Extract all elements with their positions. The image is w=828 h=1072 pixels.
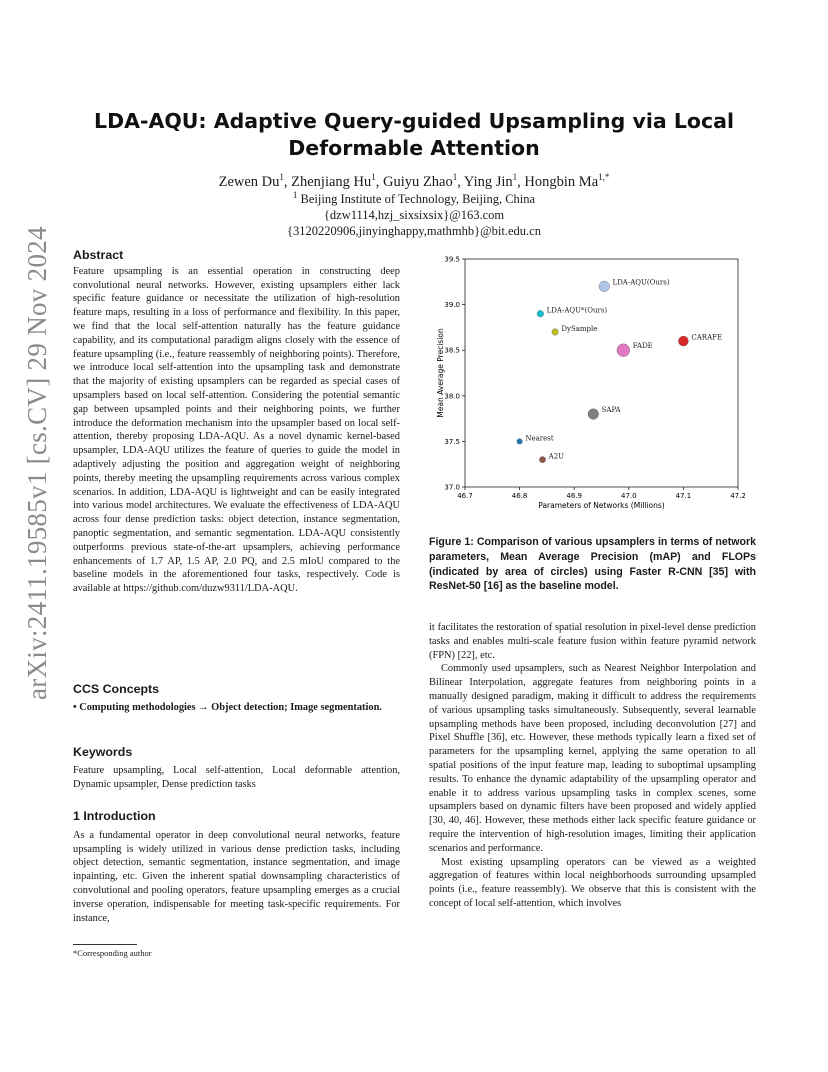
data-point [588,409,599,420]
data-points [517,278,722,462]
y-tick-label: 37.5 [444,437,460,446]
author-name: Zhenjiang Hu [291,174,372,190]
ccs-items: • Computing methodologies → Object detection; Image segmentation. [73,701,382,713]
data-point [617,344,630,357]
point-label: FADE [632,341,653,350]
footnote: *Corresponding author [73,948,152,958]
x-tick-label: 47.2 [730,492,746,500]
abstract-heading: Abstract [73,248,124,262]
author-name: Guiyu Zhao [383,174,453,190]
point-label: LDA-AQU(Ours) [612,278,670,287]
introduction-heading: 1 Introduction [73,809,156,823]
x-tick-label: 46.9 [566,492,582,500]
point-label: A2U [548,452,565,461]
paper-title [80,108,748,162]
y-tick-label: 38.5 [444,346,460,355]
author-sup: 1 [452,172,458,183]
footnote-rule [73,944,137,945]
author-list: Zewen Du$^1$, Zhenjiang Hu$^1$, Guiyu Zhao$^1$, Ying Jin$^1$, Hongbin $Ma^{1,*}$ [218,172,610,190]
plot-frame [465,259,738,487]
keywords-body: Feature upsampling, Local self-attention, Local deformable attention, Dynamic upsampler, Dense prediction tasks [73,764,400,790]
x-tick-label: 47.1 [675,492,692,500]
scatter-chart [436,250,760,520]
point-label: Nearest [525,434,554,443]
intro-paragraph-3: Most existing upsampling operators can be viewed as a weighted aggregation of features within local neighborhoods surrounding upsampled points (i.e., feature reassembly). We observe that this is consistent with the concept of local self-attention, which involves [429,856,756,909]
author-sup: 1,* [598,172,610,183]
point-label: CARAFE [691,333,723,342]
y-tick-label: 39.0 [444,301,460,310]
keywords-section [73,746,400,791]
data-point [537,310,544,317]
axis-ticks [444,256,745,501]
intro-paragraph-2: Commonly used upsamplers, such as Nearest Neighbor Interpolation and Bilinear Interpolation, aggregate features from neighboring points in a manually designed paradigm, making it difficult to address the requirements of various upsampling tasks simultaneously. Subsequently, several learnable upsampling methods have been proposed, including deconvolution [27] and Pixel Shuffle [36], etc. However, these methods typically learn a fixed set of parameters for the upsampling kernel, applying the same operation to all spatial positions of the input feature map, leading to suboptimal upsampling results. To enhance the dynamic adaptability of the upsampling operator and enable it to address various upsampling tasks in complex scenes, some upsamplers based on dynamic filters have been proposed and widely applied [30, 40, 46]. However, these methods either lack specific feature guidance or require the intervention of high-resolution images, limiting their application scenarios and performance. [429,663,756,854]
figure-caption: Figure 1: Comparison of various upsamplers in terms of network parameters, Mean Average Precision (mAP) and FLOPs (indicated by area of circles) using Faster R-CNN [35] with ResNet-50 [16] as the baseline model. [429,536,756,593]
data-point [678,336,688,346]
data-point [517,439,523,445]
data-point [599,281,610,292]
abstract-section [73,249,400,596]
abstract-body: Feature upsampling is an essential operation in constructing deep convolutional neural networks. However, existing upsamplers either lack specific feature guidance or necessitate the utilization of high-resolution feature maps, resulting in a loss of performance and flexibility. In this paper, we find that the local self-attention naturally has the feature guidance capability, and its computational paradigm aligns closely with the essence of feature upsampling (i.e., feature reassembly of neighboring points). Therefore, we introduce local self-attention into the upsampling task and demonstrate that the majority of existing upsamplers can be regarded as special cases of upsamplers based on local self-attention. Considering the potential semantic gap between upsampled points and their neighboring points, we further introduce the deformation mechanism into the upsampler based on local self-attention, thereby proposing LDA-AQU. As a novel dynamic kernel-based upsampler, LDA-AQU utilizes the feature of queries to guide the model in adaptively adjusting the position and aggregation weight of neighboring points, thereby meeting the upsampling requirements across various complex scenarios. In addition, LDA-AQU is lightweight and can be easily integrated into various model architectures. We evaluate the effectiveness of LDA-AQU across four dense prediction tasks: object detection, instance segmentation, panoptic segmentation, and semantic segmentation. LDA-AQU consistently outperforms previous state-of-the-art upsamplers, achieving performance enhancements of 1.7 AP, 1.5 AP, 2.0 PQ, and 2.5 mIoU compared to the baseline models in the aforementioned four tasks, respectively. Code is available at https://github.com/duzw9311/LDA-AQU. [73,265,400,595]
title-line-1: LDA-AQU: Adaptive Query-guided Upsampling via Local [94,109,734,133]
author-name: Hongbin Ma [524,174,599,190]
point-label: SAPA [601,406,621,415]
y-tick-label: 38.0 [444,392,460,401]
affiliation: $^1$ Beijing Institute of Technology, Beijing, China [292,189,536,206]
data-point [539,457,545,463]
title-line-2: Deformable Attention [288,136,540,160]
introduction-section [73,810,400,925]
x-tick-label: 46.8 [511,492,528,500]
figure-1 [436,250,760,520]
author-sup: 1 [512,172,518,183]
intro-right-column [429,621,756,911]
point-label: LDA-AQU*(Ours) [546,306,608,315]
y-tick-label: 39.5 [444,255,460,264]
x-tick-label: 47.0 [621,492,637,500]
y-axis-label: Mean Average Precision [436,328,445,418]
x-axis-label: Parameters of Networks (Millions) [538,501,665,510]
intro-paragraph-1-continued: it facilitates the restoration of spatial resolution in pixel-level dense prediction tasks and enables multi-scale feature fusion within feature pyramid network (FPN) [22], etc. [429,622,756,661]
intro-paragraph-1: As a fundamental operator in deep convolutional neural networks, feature upsampling is widely utilized in various dense prediction tasks, including object detection, semantic segmentation, instance segmentation, and image inpainting, etc. Given the inherent spatial downsampling characteristics of convolutional and pooling operators, feature upsampling emerges as a crucial inverse operation, indispensable for meeting task-specific requirements. For instance, [73,829,400,924]
author-sup: 1 [371,172,376,183]
email-line: {dzw1114,hzj_sixsixsix}@163.com [323,208,505,222]
keywords-heading: Keywords [73,745,133,759]
author-name: Ying Jin [463,174,513,190]
author-sup: 1 [279,172,284,183]
email-line: {3120220906,jinyinghappy,mathmhb}@bit.edu.cn [287,224,541,238]
ccs-section [73,683,400,715]
data-point [552,329,559,336]
affiliation-block [80,191,748,239]
arxiv-identifier: arXiv:2411.19585v1 [cs.CV] 29 Nov 2024 [22,226,52,700]
point-label: DySample [561,324,598,333]
x-tick-label: 46.7 [457,492,473,500]
author-name: Zewen Du [218,174,280,190]
ccs-heading: CCS Concepts [73,682,160,696]
y-tick-label: 37.0 [444,483,460,492]
